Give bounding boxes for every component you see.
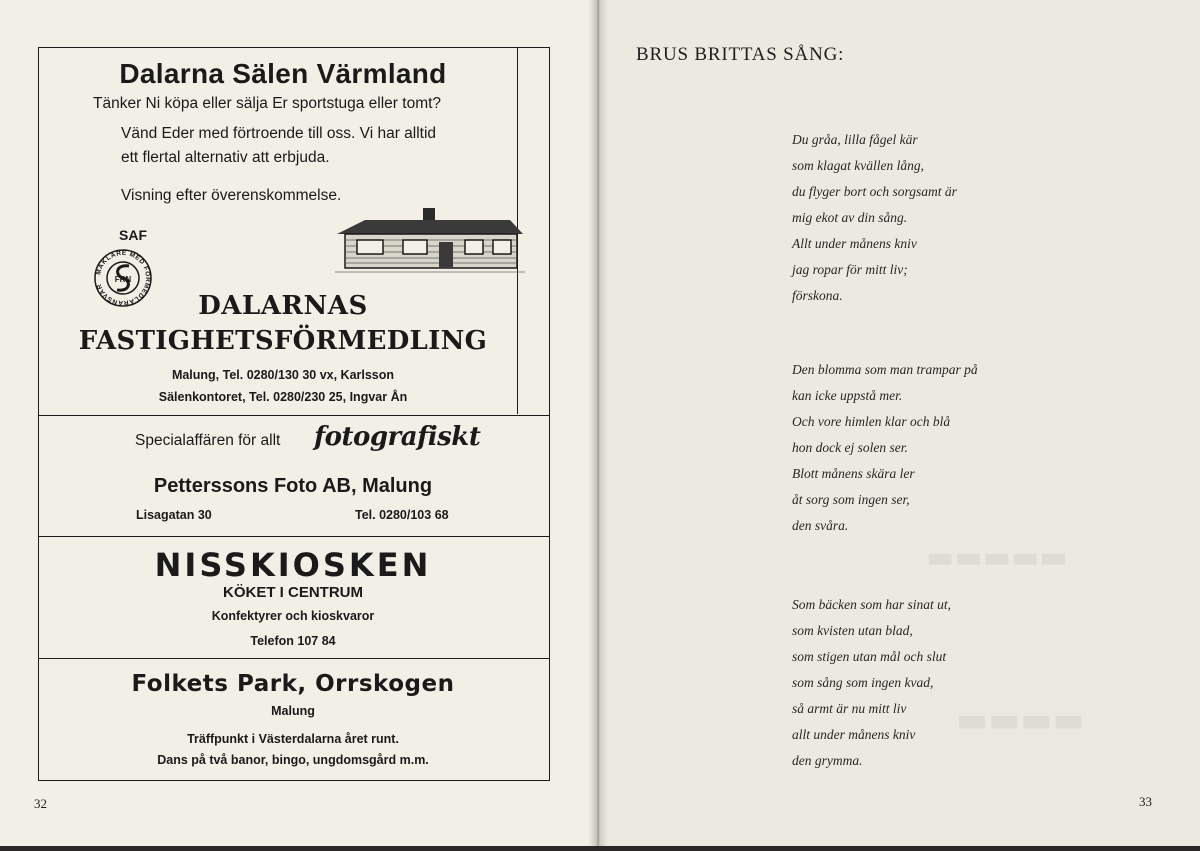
logo-saf-text: SAF (119, 227, 147, 243)
verse-line: hon dock ej solen ser. (792, 440, 908, 455)
ad4-line1: Malung (271, 704, 315, 718)
ad1-title: Dalarna Sälen Värmland (119, 58, 447, 89)
ad-divider (39, 536, 549, 537)
ad4-line2: Träffpunkt i Västerdalarna året runt. (187, 732, 399, 746)
stanza-1 (792, 127, 957, 309)
verse-line: förskona. (792, 288, 843, 303)
stanza-3 (792, 592, 951, 774)
verse-line: du flyger bort och sorgsamt är (792, 184, 957, 199)
verse-line: den grymma. (792, 753, 863, 768)
verse-line: den svåra. (792, 518, 849, 533)
stanza-2 (792, 357, 978, 539)
advertisement-panel (38, 47, 550, 781)
verse-line: som sång som ingen kvad, (792, 675, 934, 690)
verse-line: Den blomma som man trampar på (792, 362, 978, 377)
verse-line: Blott månens skära ler (792, 466, 915, 481)
page-bottom-edge (0, 846, 1200, 851)
book-gutter (588, 0, 608, 851)
verse-line: åt sorg som ingen ser, (792, 492, 910, 507)
verse-line: Som bäcken som har sinat ut, (792, 597, 951, 612)
verse-line: mig ekot av din sång. (792, 210, 908, 225)
cabin-illustration (335, 206, 525, 278)
ad4-title: Folkets Park, Orrskogen (131, 671, 455, 697)
ad2-script-word: fotografiskt (314, 422, 481, 452)
ad2-line1: Specialaffären för allt (135, 432, 281, 449)
verse-line: jag ropar för mitt liv; (792, 262, 908, 277)
ad-divider (39, 658, 549, 659)
show-through-shadow: ▬▬▬▬ (956, 700, 1085, 740)
ad3-line3: Telefon 107 84 (250, 634, 336, 648)
song-title: BRUS BRITTAS SÅNG: (636, 44, 845, 65)
verse-line: som stigen utan mål och slut (792, 649, 947, 664)
ad-fastighetsformedling (43, 48, 518, 414)
left-page (0, 0, 596, 851)
verse-line: Allt under månens kniv (792, 236, 917, 251)
ad3-title: NISSKIOSKEN (154, 546, 432, 584)
page-number-left: 32 (34, 796, 47, 811)
ad1-line3: ett flertal alternativ att erbjuda. (121, 149, 330, 166)
ad2-company-name: Petterssons Foto AB, Malung (153, 475, 433, 497)
ad1-contact-salen: Sälenkontoret, Tel. 0280/230 25, Ingvar Ån (158, 390, 408, 404)
ad1-contact-malung: Malung, Tel. 0280/130 30 vx, Karlsson (171, 368, 395, 382)
verse-line: kan icke uppstå mer. (792, 388, 903, 403)
verse-line: som kvisten utan blad, (792, 623, 913, 638)
ad-divider (39, 415, 549, 416)
ad1-line2: Vänd Eder med förtroende till oss. Vi har alltid (121, 125, 437, 142)
logo-ring-text: MÄKLARE MED FÖRMEDLARANSVAR (95, 249, 152, 307)
verse-line: Du gråa, lilla fågel kär (792, 132, 918, 147)
ad2-address: Lisagatan 30 (136, 508, 212, 522)
page-number-right: 33 (1139, 794, 1152, 809)
verse-line: som klagat kvällen lång, (792, 158, 924, 173)
ad1-heading-fastighetsformedling: FASTIGHETSFÖRMEDLING (78, 326, 488, 356)
ad3-line1: KÖKET I CENTRUM (223, 584, 363, 601)
ad1-line4: Visning efter överenskommelse. (121, 187, 342, 204)
verse-line: Och vore himlen klar och blå (792, 414, 951, 429)
logo-frn-text: FRN (114, 275, 132, 284)
ad3-line2: Konfektyrer och kioskvaror (211, 609, 375, 623)
verse-line: så armt är nu mitt liv (792, 701, 907, 716)
verse-line: allt under månens kniv (792, 727, 916, 742)
ad1-heading-dalarnas: DALARNAS (198, 291, 368, 321)
ad1-line1: Tänker Ni köpa eller sälja Er sportstuga eller tomt? (93, 95, 442, 112)
show-through-shadow: ▬▬▬▬▬ (926, 540, 1068, 575)
ad4-line3: Dans på två banor, bingo, ungdomsgård m.m. (157, 753, 429, 767)
ad2-telephone: Tel. 0280/103 68 (355, 508, 449, 522)
